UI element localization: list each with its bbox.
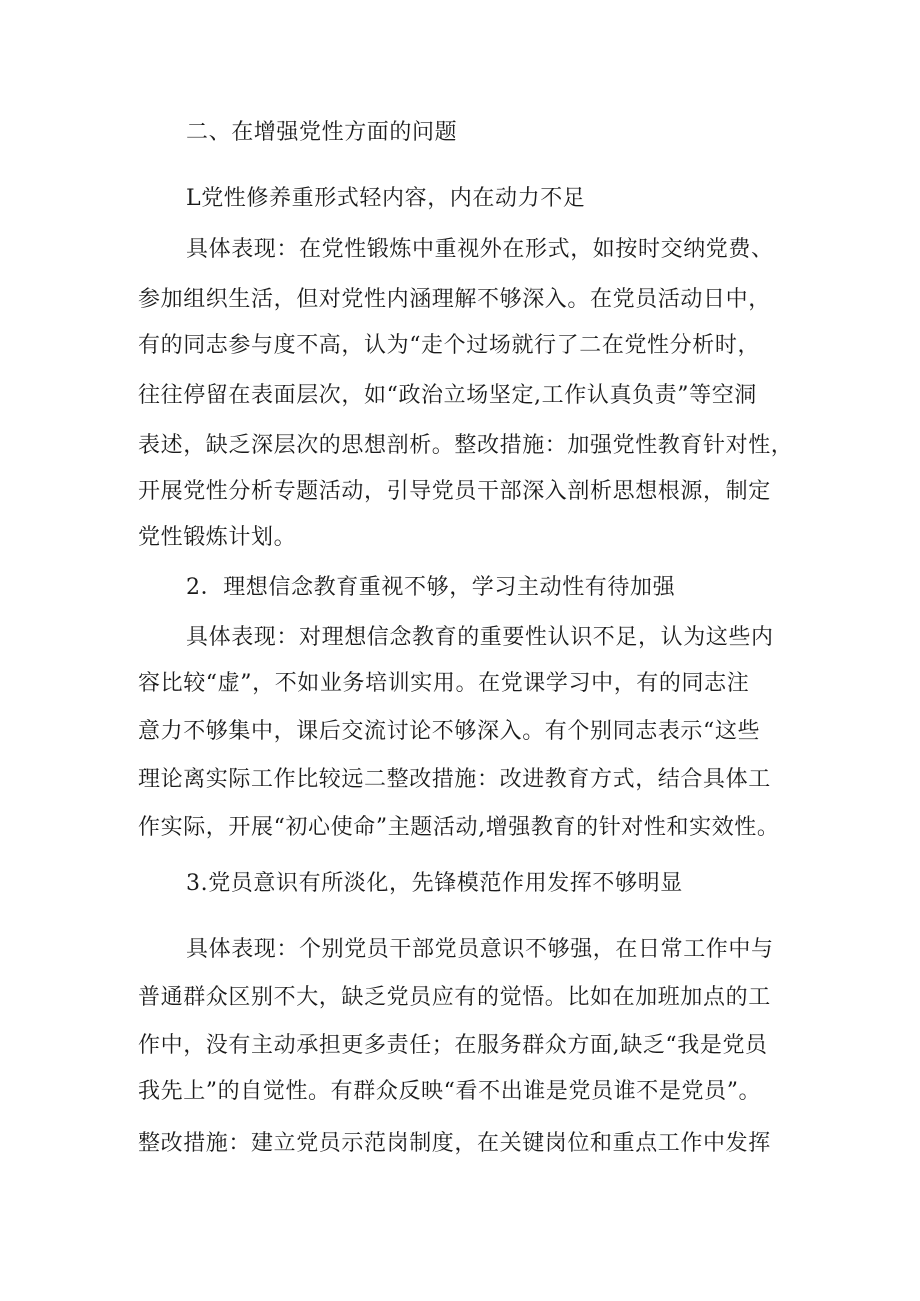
item-3-line: 具体表现：个别党员干部党员意识不够强，在日常工作中与	[186, 937, 774, 962]
item-1-line: 开展党性分析专题活动，引导党员干部深入剖析思想根源，制定	[138, 479, 771, 504]
item-1-line: 参加组织生活，但对党性内涵理解不够深入。在党员活动日中，	[138, 287, 771, 312]
item-3-line: 整改措施：建立党员示范岗制度，在关键岗位和重点工作中发挥	[138, 1131, 771, 1156]
item-1-line: 具体表现：在党性锻炼中重视外在形式，如按时交纳党费、	[186, 237, 774, 262]
item-1-line: 党性锻炼计划。	[138, 525, 297, 550]
item-1-title: L党性修养重形式轻内容，内在动力不足	[186, 186, 586, 211]
item-2-line: 容比较“虚”，不如业务培训实用。在党课学习中，有的同志注	[138, 671, 750, 696]
item-2-line: 理论离实际工作比较远二整改措施：改进教育方式，结合具体工	[138, 767, 771, 792]
item-3-title: 3.党员意识有所淡化，先锋模范作用发挥不够明显	[186, 871, 683, 896]
item-3-line: 我先上”的自觉性。有群众反映“看不出谁是党员谁不是党员”。	[138, 1079, 762, 1104]
section-heading: 二、在增强党性方面的问题	[186, 120, 458, 145]
item-3-line: 作中，没有主动承担更多责任；在服务群众方面,缺乏“我是党员	[138, 1033, 768, 1058]
item-3-line: 普通群众区别不大，缺乏党员应有的觉悟。比如在加班加点的工	[138, 985, 771, 1010]
item-2-line: 意力不够集中，课后交流讨论不够深入。有个别同志表示“这些	[138, 719, 761, 744]
item-2-line: 作实际，开展“初心使命”主题活动,增强教育的针对性和实效性。	[138, 815, 780, 840]
item-1-line: 往往停留在表面层次，如“政治立场坚定,工作认真负责”等空洞	[138, 383, 757, 408]
item-2-line: 具体表现：对理想信念教育的重要性认识不足，认为这些内	[186, 625, 774, 650]
item-1-line: 表述，缺乏深层次的思想剖析。整改措施：加强党性教育针对性，	[138, 433, 794, 458]
item-1-line: 有的同志参与度不高，认为“走个过场就行了二在党性分析时，	[138, 333, 761, 358]
item-2-title: 2．理想信念教育重视不够，学习主动性有待加强	[186, 575, 676, 600]
